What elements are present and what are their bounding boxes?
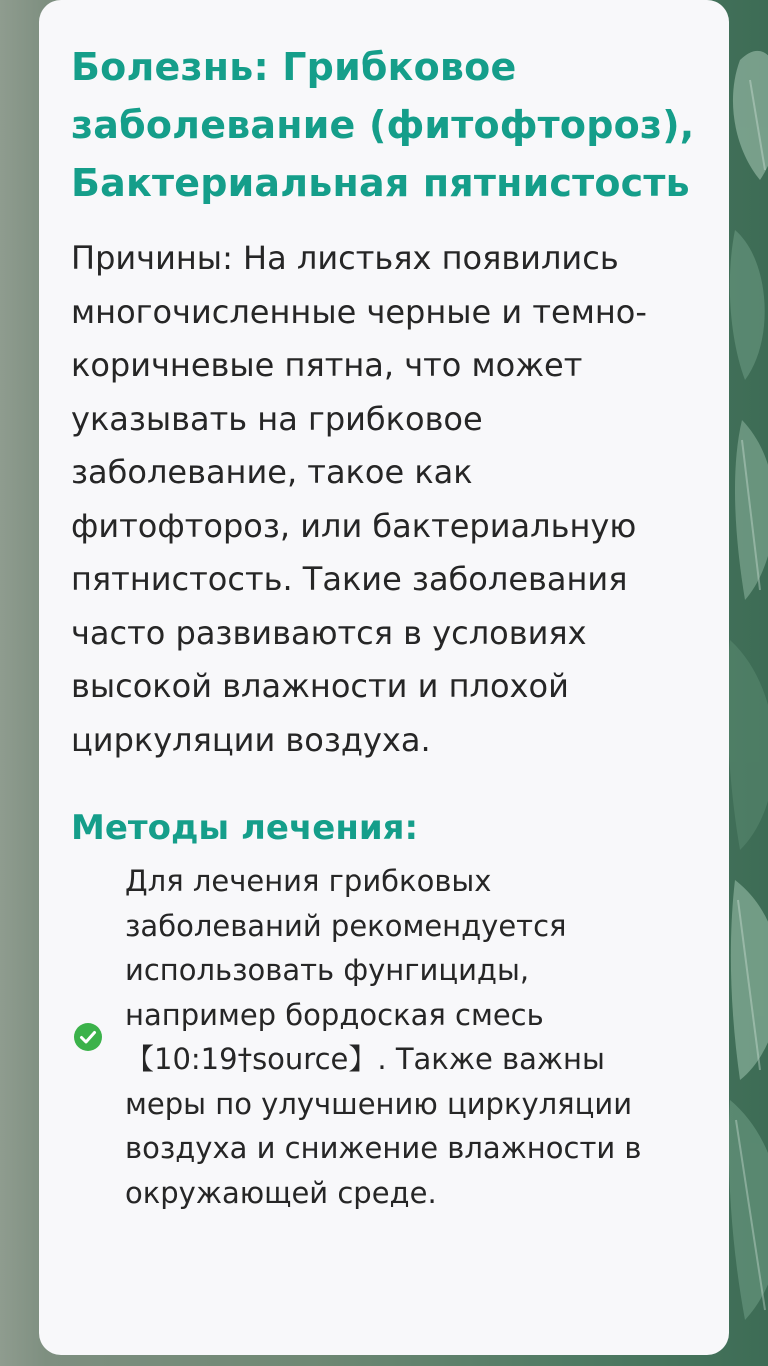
- check-circle-icon: [73, 1022, 103, 1052]
- treatment-heading: Методы лечения:: [71, 808, 419, 848]
- treatment-text: Для лечения грибковых заболеваний рекомендуется использовать фунгициды, например бордоская смесь 【10:19†source】. Также важны меры по улучшению циркуляции воздуха и снижение влажности в окружающей среде.: [125, 864, 642, 1210]
- treatment-item: [71, 859, 697, 1215]
- diagnosis-card: [39, 0, 729, 1355]
- disease-title: Болезнь: Грибковое заболевание (фитофтороз), Бактериальная пятнистость: [71, 45, 695, 205]
- causes-text: Причины: На листьях появились многочисленные черные и темно-коричневые пятна, что может указывать на грибковое заболевание, такое как фитофтороз, или бактериальную пятнистость. Такие заболевания часто развиваются в условиях высокой влажности и плохой циркуляции воздуха.: [71, 239, 647, 759]
